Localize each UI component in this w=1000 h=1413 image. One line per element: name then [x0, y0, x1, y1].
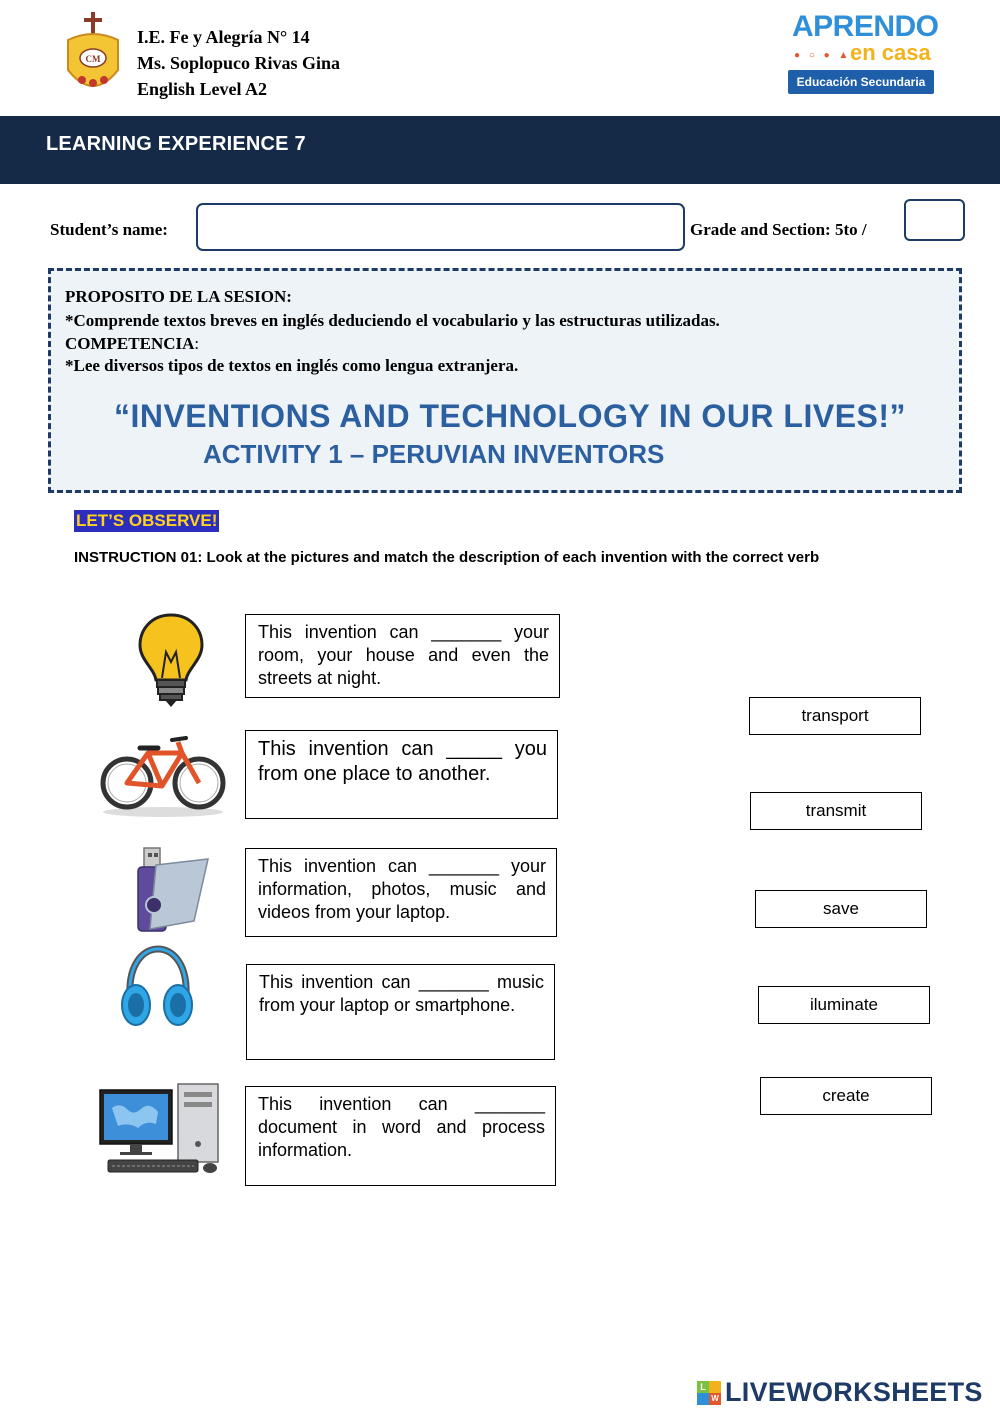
aprendo-en-casa-logo [786, 10, 939, 96]
student-name-input[interactable] [196, 203, 685, 251]
lw-icon-letter-l: L [697, 1381, 709, 1393]
school-name: I.E. Fe y Alegría N° 14 [137, 27, 310, 47]
description-box [246, 964, 555, 1060]
school-crest [62, 10, 124, 98]
learning-experience-title: LEARNING EXPERIENCE 7 [46, 133, 306, 155]
description-text: This invention can _______ your room, your house and even the streets at night. [258, 622, 549, 688]
verb-option-transport[interactable] [749, 697, 921, 735]
verb-label: iluminate [809, 995, 879, 1014]
verb-option-transmit[interactable] [750, 792, 922, 830]
light-bulb-icon [136, 612, 206, 710]
usb-drive-icon [134, 845, 214, 935]
logo-word-aprendo: APRENDO [792, 10, 939, 43]
description-text: This invention can _______ document in word and process information. [258, 1094, 545, 1160]
activity-title: ACTIVITY 1 – PERUVIAN INVENTORS [203, 439, 665, 469]
logo-ribbon [788, 70, 934, 94]
competence-text: *Lee diversos tipos de textos en inglés como lengua extranjera. [65, 356, 519, 375]
description-text: This invention can _______ music from your laptop or smartphone. [259, 972, 544, 1015]
instruction-text: INSTRUCTION 01: Look at the pictures and match the description of each invention with the correct verb [74, 549, 820, 566]
description-box [245, 1086, 556, 1186]
logo-word-en-casa: en casa [850, 40, 931, 65]
competence-heading-line [65, 334, 199, 354]
description-box [245, 614, 560, 698]
logo-ribbon-text: Educación Secundaria [796, 75, 926, 89]
liveworksheets-icon [697, 1381, 721, 1405]
verb-option-iluminate[interactable] [758, 986, 930, 1024]
verb-label: transmit [805, 801, 867, 820]
headphones-icon [120, 945, 196, 1031]
liveworksheets-text: LIVEWORKSHEETS [725, 1377, 983, 1407]
bicycle-icon [100, 728, 226, 820]
student-name-label: Student’s name: [50, 220, 168, 239]
description-text: This invention can _______ your information, photos, music and videos from your laptop. [258, 856, 546, 922]
verb-option-create[interactable] [760, 1077, 932, 1115]
purpose-heading: PROPOSITO DE LA SESION: [65, 287, 292, 306]
purpose-text: *Comprende textos breves en inglés deduciendo el vocabulario y las estructuras utilizadas. [65, 311, 720, 330]
logo-dots: ● ○ ● ▲ [794, 50, 852, 61]
description-text: This invention can _____ you from one place to another. [258, 738, 547, 785]
lets-observe-label: LET’S OBSERVE! [76, 511, 218, 530]
verb-option-save[interactable] [755, 890, 927, 928]
lw-icon-letter-w: W [709, 1393, 721, 1405]
grade-section-label: Grade and Section: 5to / [690, 220, 867, 239]
description-box [245, 848, 557, 937]
description-box [245, 730, 558, 819]
verb-label: save [823, 899, 859, 918]
liveworksheets-logo [697, 1377, 983, 1408]
verb-label: transport [801, 706, 869, 725]
desktop-computer-icon [98, 1082, 222, 1178]
main-title: “INVENTIONS AND TECHNOLOGY IN OUR LIVES!” [113, 398, 907, 434]
crest-letters: CM [85, 54, 101, 64]
competence-heading: COMPETENCIA [65, 334, 195, 353]
english-level: English Level A2 [137, 79, 268, 99]
competence-colon: : [194, 334, 200, 353]
verb-label: create [822, 1086, 870, 1105]
grade-section-input[interactable] [904, 199, 965, 241]
teacher-name: Ms. Soplopuco Rivas Gina [137, 53, 341, 73]
